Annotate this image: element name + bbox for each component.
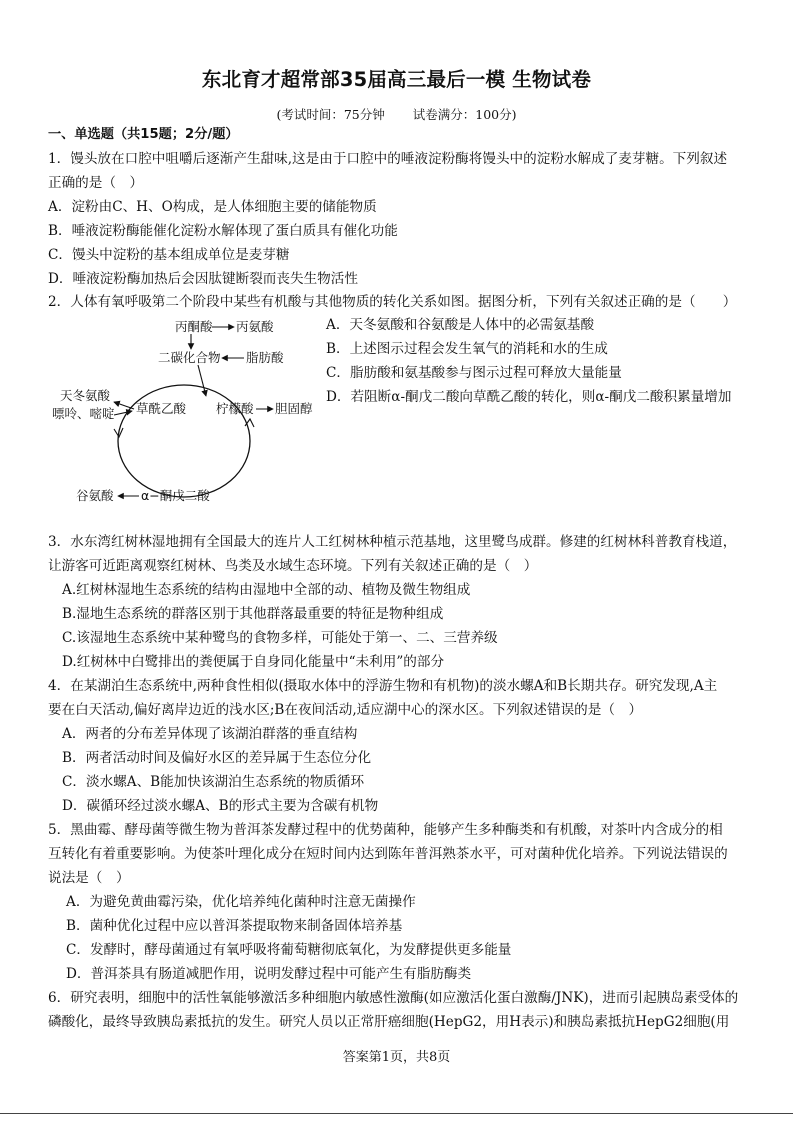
q5-option-d: D．普洱茶具有肠道减肥作用，说明发酵过程中可能产生有脂肪酶类 [66,966,472,982]
q2-stem: 2．人体有氧呼吸第二个阶段中某些有机酸与其他物质的转化关系如图。据图分析，下列有关叙述正确的是（ ） [48,294,737,310]
label-glutamate: 谷氨酸 [76,488,114,503]
q4-option-a: A．两者的分布差异体现了该湖泊群落的垂直结构 [62,726,358,742]
page-footer: 答案第1页，共8页 [342,1050,451,1065]
q3-option-c: C.该湿地生态系统中某种鹭鸟的食物多样，可能处于第一、二、三营养级 [62,630,498,646]
q2-option-a: A．天冬氨酸和谷氨酸是人体中的必需氨基酸 [326,317,595,333]
q4-stem-line1: 4．在某湖泊生态系统中,两种食性相似(摄取水体中的浮游生物和有机物)的淡水螺A和B长期共存。研究发现,A主 [48,678,718,694]
exam-title: 东北育才超常部35届高三最后一模 生物试卷 [201,68,592,91]
label-pyruvate: 丙酮酸 [175,319,213,334]
label-two-carbon: 二碳化合物 [158,350,221,365]
exam-time: (考试时间：75分钟 [276,107,385,122]
q2-option-d: D．若阻断α-酮戊二酸向草酰乙酸的转化，则α-酮戊二酸积累量增加 [326,389,732,405]
q6-stem-line2: 磷酸化，最终导致胰岛素抵抗的发生。研究人员以正常肝癌细胞(HepG2，用H表示)和胰岛素抵抗HepG2细胞(用 [48,1014,730,1030]
q2-option-c: C．脂肪酸和氨基酸参与图示过程可释放大量能量 [326,365,622,381]
q1-option-d: D．唾液淀粉酶加热后会因肽键断裂而丧失生物活性 [48,271,358,287]
q3-option-a: A.红树林湿地生态系统的结构由湿地中全部的动、植物及微生物组成 [62,582,471,598]
label-citrate: 柠檬酸 [216,401,254,416]
q1-stem-line2: 正确的是（ ） [48,175,144,191]
label-purine-pyrimidine: 嘌呤、嘧啶 [52,406,115,421]
q3-stem-line2: 让游客可近距离观察红树林、鸟类及水域生态环境。下列有关叙述正确的是（ ） [48,558,538,574]
q4-stem-line2: 要在白天活动,偏好离岸边近的浅水区;B在夜间活动,适应湖中心的深水区。下列叙述错误的是（ ） [48,702,643,718]
q3-option-b: B.湿地生态系统的群落区别于其他群落最重要的特征是物种组成 [62,606,444,622]
q5-option-c: C．发酵时，酵母菌通过有氧呼吸将葡萄糖彻底氧化，为发酵提供更多能量 [66,942,512,958]
q3-option-d: D.红树林中白鹭排出的粪便属于自身同化能量中“未利用”的部分 [62,654,445,670]
label-cholesterol: 胆固醇 [275,401,313,416]
q1-stem-line1: 1．馒头放在口腔中咀嚼后逐渐产生甜味,这是由于口腔中的唾液淀粉酶将馒头中的淀粉水解成了麦芽糖。下列叙述 [48,151,728,167]
q4-option-b: B．两者活动时间及偏好水区的差异属于生态位分化 [62,750,372,766]
q4-option-c: C．淡水螺A、B能加快该湖泊生态系统的物质循环 [62,774,365,790]
q5-option-a: A．为避免黄曲霉污染，优化培养纯化菌种时注意无菌操作 [66,894,416,910]
section-heading: 一、单选题（共15题；2分/题） [48,127,239,142]
label-ketoglutarate: α−酮戊二酸 [141,488,210,503]
q4-option-d: D．碳循环经过淡水螺A、B的形式主要为含碳有机物 [62,798,379,814]
q1-option-c: C．馒头中淀粉的基本组成单位是麦芽糖 [48,247,290,263]
bottom-rule [0,1113,793,1114]
q1-option-a: A．淀粉由C、H、O构成，是人体细胞主要的储能物质 [48,199,377,215]
label-aspartate: 天冬氨酸 [60,388,111,403]
q5-stem-line1: 5．黑曲霉、酵母菌等微生物为普洱茶发酵过程中的优势菌种，能够产生多种酶类和有机酸，对茶叶内含成分的相 [48,822,723,838]
q5-stem-line3: 说法是（ ） [48,870,130,886]
label-oxaloacetate: 草酰乙酸 [136,401,187,416]
q6-stem-line1: 6．研究表明，细胞中的活性氧能够激活多种细胞内敏感性激酶(如应激活化蛋白激酶/JNK)，进而引起胰岛素受体的 [48,990,739,1006]
label-fatty-acid: 脂肪酸 [246,350,284,365]
arrow-twocarbon-citrate [198,365,206,396]
q2-option-b: B．上述图示过程会发生氧气的消耗和水的生成 [326,341,608,357]
q1-option-b: B．唾液淀粉酶能催化淀粉水解体现了蛋白质具有催化功能 [48,223,398,239]
exam-info [0,105,793,123]
metabolism-diagram [48,316,323,508]
q5-stem-line2: 互转化有着重要影响。为使茶叶理化成分在短时间内达到陈年普洱熟茶水平，可对菌种优化培养。下列说法错误的 [48,846,728,862]
q3-stem-line1: 3．水东湾红树林湿地拥有全国最大的连片人工红树林种植示范基地，这里鹭鸟成群。修建的红树林科普教育栈道， [48,534,737,550]
arrow-oxaloacetate-aspartate [114,402,134,409]
full-score: 试卷满分：100分) [412,107,517,122]
arrow-purine-oxaloacetate [114,411,132,415]
q5-option-b: B．菌种优化过程中应以普洱茶提取物来制备固体培养基 [66,918,403,934]
label-alanine: 丙氨酸 [236,319,274,334]
